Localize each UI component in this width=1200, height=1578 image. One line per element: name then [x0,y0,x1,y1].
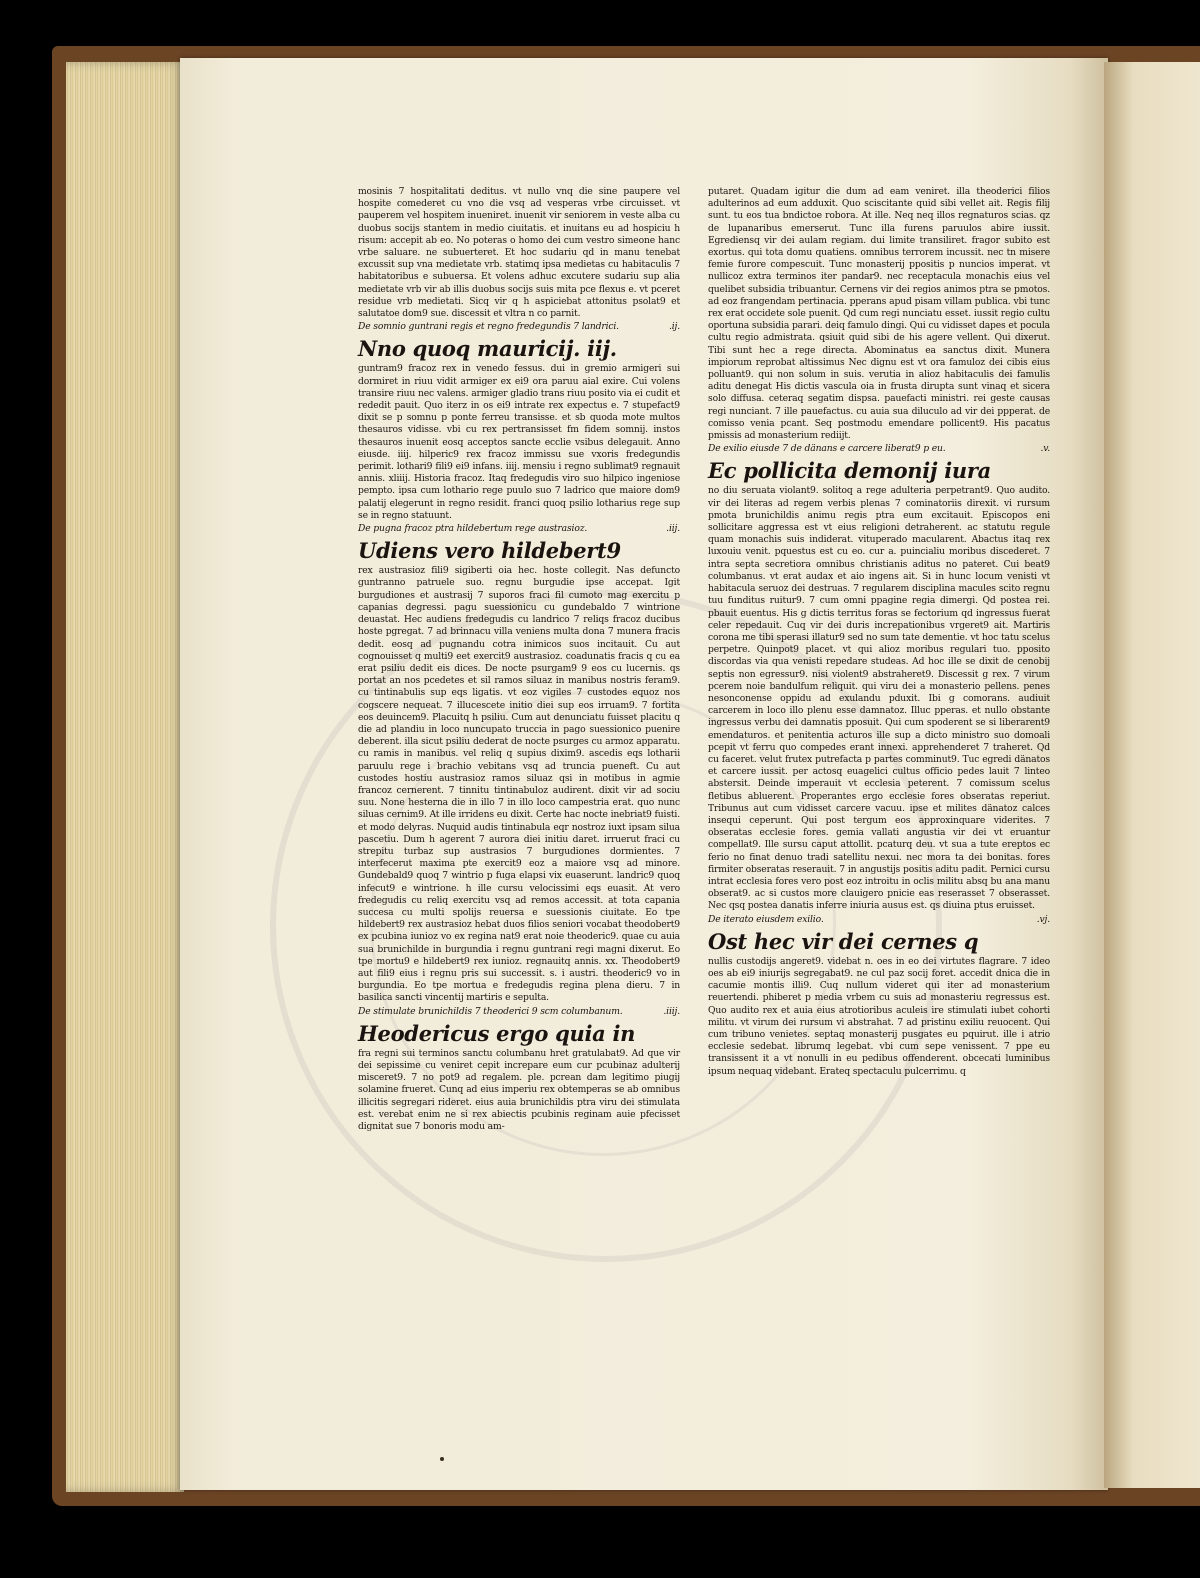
rubric-number: .vj. [1036,913,1050,925]
text-block: no diu seruata violant9. solitoq a rege adulteria perpetrant9. Quo audito. vir dei literas ad regem verbis plenas 7 cominatoriis direxit. vi rursum pmota brunichildis animu regis ptra eum excitauit. Episcopos eni sollicitare aggressa est vt eius religioni detraherent. ac statutu regule quam monachis suis indiderat. vituperado macularent. Abactus itaq rex luxouiu venit. pquestus est cu eo. cur a. puincialiu moribus discederet. 7 intra septa secretiora omnibus christianis aditus no pateret. Cui beat9 columbanus. vt erat audax et aio ingens ait. Si in hunc locum venisti vt habitacula seruoz dei destruas. 7 regularem disciplina macules scito regnu tuu funditus ruitur9. 7 cum omni ppagine regia dimergi. Qd postea rei. pbauit euentus. His g dictis territus foras se fectorium qd ingressus fuerat celer repedauit. Cuq vir dei duris increpationibus vrgeret9 ait. Martiris corona me tibi sperasi illatur9 sed no sum tate dementie. vt hoc tatu scelus perpetre. Quinpot9 placet. vt qui alioz moribus regulari tuo. pposito discordas via qua venisti repedare studeas. Ad hoc ille se dixit de cenobij septis non egressur9. nisi violent9 abstraheret9. Discessit g rex. 7 virum pcerem noie bandulfum reliquit. qui viru dei a monasterio pellens. penes nesonconense oppidu ad exulandu pduxit. Ibi g comorans. audiuit carcerem in loco illo plenu esse damnatoz. Illuc pperas. et nullo obstante ingressus verbu dei damnatis pposuit. Qui cum spoderent se si liberarent9 emendaturos. et penitentia acturos ille sup a dicto ministro suo domoali pcepit vt ferru quo compedes erant innexi. apprehenderet 7 traheret. Qd cu faceret. velut frutex putrefacta p partes comminut9. Tuc egredi dänatos et carcere iussit. per actosq euagelici cultus officio pedes lauit 7 linteo abstersit. Deinde imperauit vt ecclesia peterent. 7 comissum scelus fletibus abluerent. Properantes ergo ecclesie fores obseratas reperiut. Tribunus aut cum vidisset carcere vacuu. ipse et milites dänatoz calces insequi ceperunt. Qui post tergum eos approxinquare viderites. 7 obseratas ecclesie fores. gemia vallati angustia vir dei vt eruantur compellat9. Ille sursu caput attollit. pcaturq deu. vt sua a tute ereptos ec ferio no finat denuo tradi satellitu nexui. nec mora ta dei bonitas. fores firmiter obseratas reserauit. 7 in angustijs positis aditu padit. Pernici cursu intrat ecclesia fores vero post eoz introitu in oclis militu absq bu ana manu obserat9. ac si custos more clauigero pnicie eas reserasset 7 obserasset. Nec qsq postea danatis inferre iniuria ausus est. qs diuina ptus eruisset. [708,485,1050,912]
rubric-number: .v. [1040,443,1050,455]
text-block: guntram9 fracoz rex in venedo fessus. dui in gremio armigeri sui dormiret in riuu vidit armiger ex ei9 ora paruu aial exire. Cui volens transire riuu nec valens. armiger gladio trans riuu posito via ei cudit et rededit pauit. Quo iterz in os ei9 intrate rex expectus e. 7 stupefact9 dixit se p somnu p ponte ferreu transisse. et sb quoda mote multos thesauros vidisse. vbi cu rex pertransisset fm fidem somnij. instos thesauros inuenit eosq acceptos sancte ecclie vsibus delegauit. Anno eiusde. iiij. hilperic9 rex fracoz immissu sue vxoris fredegundis perimit. lothari9 fili9 ei9 infans. iiij. mensiu i regno sublimat9 regnauit annis. xliiij. Historia fracoz. Itaq fredegudis viro suo hilpico ingeniose pempto. ipsa cum lothario rege puulo suo 7 ladrico que maiore dom9 palatij elegerunt in regno residit. franci quoq psilio lotharius rege sup se in regno statuunt. [358,363,680,521]
rubric-number: .ij. [668,321,680,333]
chapter-rubric [708,443,1050,455]
right-text-column [708,186,1050,1078]
left-text-column [358,186,680,1133]
recto-page-edge [1104,62,1200,1488]
rubric-text: De exilio eiusde 7 de dänans e carcere liberat9 p eu. [708,443,946,455]
text-block: fra regni sui terminos sanctu columbanu hret gratulabat9. Ad que vir dei sepissime cu veniret cepit increpare eum cur pcubinaz adulterij misceret9. 7 no pot9 ad regalem. ple. pcrean dam legitimo piugij solamine frueret. Cunq ad eius imperiu rex obtemperas se ab omnibus illicitis segregari rideret. eius auia brunichildis ptra viru dei stimulata est. verebat enim ne si rex abiectis pcubinis reginam auie pfecisset dignitat sue 7 bonoris modu am- [358,1047,680,1133]
chapter-incipit: Nno quoq mauricij. iij. [358,336,617,362]
chapter-incipit: Udiens vero hildebert9 [358,538,621,564]
rubric-text: De stimulate brunichildis 7 theoderici 9 scm columbanum. [358,1005,623,1017]
chapter-incipit: Ost hec vir dei cernes q [708,928,979,954]
chapter-rubric [358,321,680,333]
rubric-number: .iij. [666,523,680,535]
ink-dot [440,1457,444,1461]
chapter-rubric [708,914,1050,926]
chapter-incipit: Ec pollicita demonij iura [708,458,991,484]
rubric-text: De pugna fracoz ptra hildebertum rege austrasioz. [358,523,588,535]
page-edges [66,62,184,1492]
rubric-text: De somnio guntrani regis et regno fredegundis 7 landrici. [358,321,619,333]
text-block: putaret. Quadam igitur die dum ad eam veniret. illa theoderici filios adulterinos ad eum adduxit. Quo sciscitante quid sibi vellet ait. Regis filij sunt. tu eos tua bndictoe robora. At ille. Neq neq illos regnaturos scias. qz de lupanaribus emerserut. Tunc illa furens paruulos abire iussit. Egrediensq vir dei aulam regiam. dui limite transiliret. fragor subito est exortus. qui tota domu quatiens. omnibus terrorem incussit. nec tn misere femie furore compescuit. Tunc monasterij ppositis p nuncios imperat. vt nullicoz extra terminos iter pandar9. nec receptacula monachis eius vel quelibet subsidia tribuantur. Cernens vir dei regios animos ptra se pmotos. ad eoz frangendam pertinacia. pperans apud pisam villam publica. vbi tunc rex erat occidete sole puenit. Qd cum regi nunciatu esset. iussit regio cultu oportuna subsidia parari. deiq famulo dingi. Qui cu vidisset dapes et pocula cultu regio admistrata. qsiuit quid sibi de his agere vellent. Qui dixerut. Tibi sunt hec a rege directa. Abominatus ea sanctus dixit. Munera impiorum reprobat altissimus Nec dignu est vt ora famuloz dei cibis eius polluant9. qui non solum in suis. verutia in alioz habitaculis dei famulis aditu denegat His dictis vascula oia in frusta dirupta sunt vinaq et sicera solo diffusa. ceteraq segatim dispsa. pauefacti ministri. rei geste causas regi nunciant. 7 ille pauefactus. cu auia sua diluculo ad vir dei ppperat. de comisso venia pcant. Seq postmodu emendare pollicent9. His pacatus pmissis ad monasterium rediijt. [708,186,1050,442]
text-block: mosinis 7 hospitalitati deditus. vt nullo vnq die sine paupere vel hospite comederet cu vno die vsq ad vesperas vrbe circuisset. vt pauperem vel hospitem inueniret. inuenit vir seniorem in veste alba cu duobus socijs stantem in medio ciuitatis. et inuitans eu ad hospiciu h risum: accepit ab eo. No poteras o homo dei cum vestro simeone hanc vrbe saluare. ne subuerteret. Et hoc sudariu qd in manu tenebat excussit sup vna medietate vrb. statimq ipsa medietas cu habitaculis 7 habitatoribus e subuersa. Et volens adhuc excutere sudariu sup alia medietate vrb vir ab illis duobus socijs suis mita pce flexus e. vt pceret residue vrb medietati. Sicq vir q h aspiciebat attonitus psolat9 et salutatoe dom9 sue. discessit et vltra n co parnit. [358,186,680,320]
rubric-text: De iterato eiusdem exilio. [708,913,824,925]
chapter-rubric [358,1006,680,1018]
chapter-rubric [358,523,680,535]
rubric-number: .iiij. [663,1005,680,1017]
text-block: nullis custodijs angeret9. videbat n. oes in eo dei virtutes flagrare. 7 ideo oes ab ei9 iniurijs segregabat9. ne cul paz socij foret. accedit dnica die in cacumie montis illi9. Cuq nullum videret qui iter ad monasterium reuertendi. phiberet p media vrbem cu suis ad monasteriu regressus est. Quo audito rex et auia eius atrotioribus aculeis ire stimulati iubet cohorti militu. vt virum dei rursum vi abstrahat. 7 ad pristinu exiliu reuocent. Qui cum tribuno venietes. septaq monasterij pusgates eu pquirut. ille i atrio ecclesie sedebat. librumq legebat. vbi cum sepe venissent. 7 ppe eu transissent it a vt nonulli in eu pedibus offenderent. obcecati luminibus ipsum nequaq videbant. Erateq spectaculu pulcerrimu. q [708,955,1050,1077]
chapter-incipit: Heodericus ergo quia in [358,1020,636,1046]
text-block: rex austrasioz fili9 sigiberti oia hec. hoste collegit. Nas defuncto guntranno patruele suo. regnu burgudie ipse accepat. Igit burgudiones et austrasij 7 suporos fraci fil cumoto mag exercitu p capanias degressi. pagu suessionicu cu gundebaldo 7 wintrione deuastat. Hec audiens fredegudis cu landrico 7 reliqs fracoz ducibus hoste pgregat. 7 ad brinnacu villa veniens multa dona 7 munera fracis dedit. eosq ad pugnandu cotra inimicos suos incitauit. Cu aut cognouisset q multi9 eet exercit9 austrasioz. coadunatis fracis q cu ea erat psiliu dedit eis dices. De nocte psurgam9 9 eos cu lucernis. qs portat an nos pcedetes et sil ramos siluaz in manibus nostris feram9. cu tintinabulis sup eqs ligatis. vt eoz vigiles 7 custodes equoz nos cogscere nequeat. 7 illucescete initio diei sup eos irruam9. 7 fortita eos deuincem9. Placuitq h psiliu. Cum aut denunciatu fuisset placitu q die ad plandiu in loco nuncupato truccia in pago suessionico puenire deberent. illa sicut psiliu dederat de nocte psurges cu armoz apparatu. cu ramis in manibus. vel reliq q supius dixim9. ascedis eqs lotharii paruulu rege i brachio vebitans vsq ad truncia pueneft. Cu aut custodes hostiu austrasioz ramos siluaz qsi in motibus in agmie francoz cernerent. 7 tinnitu tintinabuloz audirent. dixit vir ad sociu suu. None hesterna die in illo 7 in illo loco campestria erat. quo nunc siluas cernim9. At ille irridens eu dixit. Certe hac nocte inebriat9 fuisti. et modo delyras. Nuquid audis tintinabula eqr nostroz iuxt ipsam silua pascetiu. Dum h agerent 7 aurora diei initiu daret. irruerut fraci cu strepitu turbaz sup austrasios 7 burgudiones dormientes. 7 interfecerut maxima pte exercit9 eoz a maiore vsq ad minore. Gundebald9 quoq 7 wintrio p fuga elapsi vix euaserunt. landric9 quoq infecut9 e wintrione. h ille cursu velocissimi eqs euasit. At vero fredegudis cu reliq exercitu vsq ad remos accessit. at tota capania succesa cu multi spolijs reuersa e suessionis ciuitate. Eo tpe hildebert9 rex austrasioz hebat duos filios seniori vocabat theodobert9 ex pcubina iunioz vo ex regina nat9 erat noie theoderic9. quae cu auia sua brunichilde in burgundia i regnu guntrani regi magni dixerut. Eo tpe mortu9 e hildebert9 rex iunioz. regnauitq annis. xx. Theodobert9 aut fili9 eius i regnu pris sui successit. s. i austri. theoderic9 vo in burgundia. Eo tpe mortua e fredegudis regina plena dieru. 7 in basilica sancti vincentij martiris e sepulta. [358,565,680,1004]
